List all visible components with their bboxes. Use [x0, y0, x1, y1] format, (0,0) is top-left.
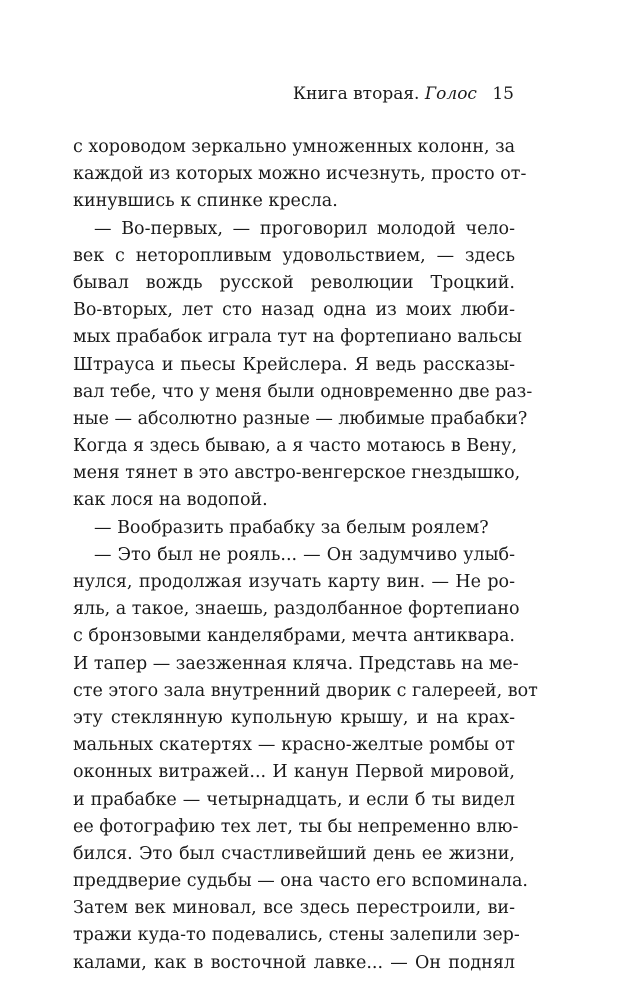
- text-line: и прабабке — четырнадцать, и если б ты видел: [73, 789, 515, 810]
- text-line: кинувшись к спинке кресла.: [73, 191, 338, 212]
- running-head-part: Голос: [424, 84, 477, 104]
- text-line: тражи куда-то подевались, стены залепили зер-: [73, 925, 520, 946]
- text-line: ее фотографию тех лет, ты бы непременно влю-: [73, 816, 519, 837]
- text-line: как лося на водопой.: [73, 490, 268, 511]
- text-line: оконных витражей... И канун Первой мировой,: [73, 762, 515, 783]
- text-line: И тапер — заезженная кляча. Представь на ме-: [73, 653, 519, 674]
- text-line: мальных скатертях — красно-желтые ромбы от: [73, 735, 515, 756]
- text-line: Во-вторых, лет сто назад одна из моих люби-: [73, 300, 515, 321]
- text-line: с бронзовыми канделябрами, мечта антиквара.: [73, 626, 515, 647]
- text-line: вал тебе, что у меня были одновременно две раз-: [73, 381, 533, 402]
- text-line: бывал вождь русской революции Троцкий.: [73, 272, 515, 293]
- text-line: ные — абсолютно разные — любимые прабабки?: [73, 408, 528, 429]
- body-text: [73, 134, 538, 977]
- text-line: — Это был не рояль... — Он задумчиво улыб-: [94, 544, 515, 565]
- text-line: нулся, продолжая изучать карту вин. — Не ро-: [73, 572, 515, 592]
- text-line: преддверие судьбы — она часто его вспоминала.: [73, 871, 528, 892]
- text-line: мых прабабок играла тут на фортепиано вальсы: [73, 327, 522, 348]
- text-line: — Вообразить прабабку за белым роялем?: [94, 517, 489, 538]
- text-line: век с неторопливым удовольствием, — здесь: [73, 245, 515, 266]
- running-head: [293, 82, 514, 106]
- page-number: 15: [492, 84, 514, 104]
- text-line: Затем век миновал, все здесь перестроили, ви-: [73, 898, 515, 919]
- text-line: калами, как в восточной лавке... — Он поднял: [73, 952, 515, 973]
- text-line: — Во-первых, — проговорил молодой чело-: [94, 218, 515, 239]
- text-line: Штрауса и пьесы Крейслера. Я ведь рассказы-: [73, 354, 515, 375]
- text-line: яль, а такое, знаешь, раздолбанное фортепиано: [73, 599, 520, 620]
- text-line: Когда я здесь бываю, а я часто мотаюсь в Вену,: [73, 436, 518, 457]
- text-line: с хороводом зеркально умноженных колонн, за: [73, 137, 516, 157]
- text-line: сте этого зала внутренний дворик с галереей, вот: [73, 680, 538, 701]
- text-line: эту стеклянную купольную крышу, и на крах-: [73, 707, 515, 728]
- text-line: меня тянет в это австро-венгерское гнездышко,: [73, 463, 521, 484]
- running-head-book: Книга вторая.: [292, 84, 420, 104]
- text-line: каждой из которых можно исчезнуть, просто от-: [73, 164, 527, 185]
- text-line: бился. Это был счастливейший день ее жизни,: [73, 843, 515, 864]
